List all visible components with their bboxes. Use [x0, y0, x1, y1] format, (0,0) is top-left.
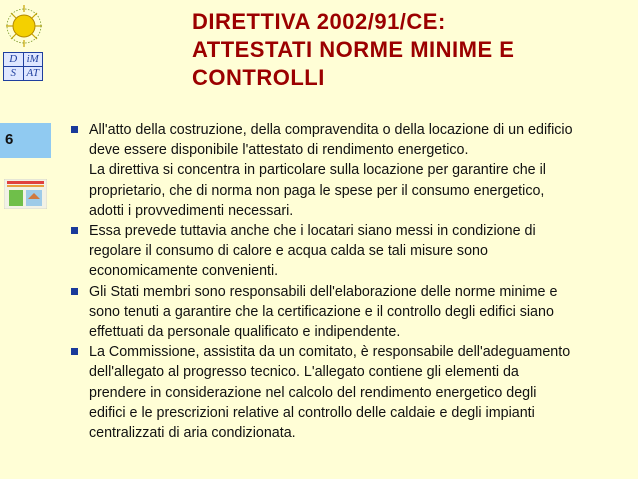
- slide-number: 6: [5, 131, 14, 148]
- bullet-list: [70, 120, 636, 443]
- bullet-text-line: proprietario, che di norma non paga le spese per il consumo energetico,: [89, 182, 545, 199]
- bullet-text-line: La direttiva si concentra in particolare sulla locazione per garantire che il: [89, 162, 546, 179]
- bullet-item: [70, 282, 636, 343]
- logo-cell-at: AT: [24, 67, 43, 80]
- sun-logo-icon: [3, 2, 45, 50]
- logo-cell-d: D: [4, 53, 23, 66]
- bullet-text-line: centralizzati di aria condizionata.: [89, 425, 296, 442]
- dimsat-logo: [3, 52, 43, 81]
- square-bullet-icon: [71, 348, 78, 355]
- bullet-text-line: edifici e le prescrizioni relative al controllo delle caldaie e degli impianti: [89, 404, 535, 421]
- square-bullet-icon: [71, 288, 78, 295]
- bullet-text-line: sono tenuti a garantire che la certificazione e il controllo degli edifici siano: [89, 303, 554, 320]
- bullet-text-line: prendere in considerazione nel calcolo del rendimento energetico degli: [89, 384, 537, 401]
- bullet-text-line: Essa prevede tuttavia anche che i locatari siano messi in condizione di: [89, 223, 536, 240]
- bullet-text-line: Gli Stati membri sono responsabili dell'elaborazione delle norme minime e: [89, 283, 558, 300]
- bullet-text-line: economicamente convenienti.: [89, 263, 279, 280]
- bullet-text-line: regolare il consumo di calore e acqua calda se tali misure sono: [89, 243, 488, 260]
- bullet-text-line: deve essere disponibile l'attestato di rendimento energetico.: [89, 142, 469, 159]
- bullet-text-line: La Commissione, assistita da un comitato, è responsabile dell'adeguamento: [89, 344, 571, 361]
- slide-title: [192, 8, 612, 92]
- slide-number-box: [0, 123, 51, 158]
- bullet-item: [70, 221, 636, 282]
- square-bullet-icon: [71, 126, 78, 133]
- bullet-item: [70, 120, 636, 221]
- logo-cell-im: iM: [24, 53, 43, 66]
- bullet-text-line: effettuati da personale qualificato e indipendente.: [89, 324, 401, 341]
- left-sidebar: [0, 0, 51, 479]
- bullet-text-line: dell'allegato al progresso tecnico. L'allegato contiene gli elementi da: [89, 364, 519, 381]
- square-bullet-icon: [71, 227, 78, 234]
- title-line: CONTROLLI: [192, 65, 325, 90]
- title-line: ATTESTATI NORME MINIME E: [192, 37, 515, 62]
- house-thumbnail-image: [4, 179, 47, 209]
- logo-cell-s: S: [4, 67, 23, 80]
- bullet-item: [70, 342, 636, 443]
- bullet-text-line: adotti i provvedimenti necessari.: [89, 202, 294, 219]
- bullet-text-line: All'atto della costruzione, della compravendita o della locazione di un edificio: [89, 122, 573, 138]
- title-line: DIRETTIVA 2002/91/CE:: [192, 9, 446, 34]
